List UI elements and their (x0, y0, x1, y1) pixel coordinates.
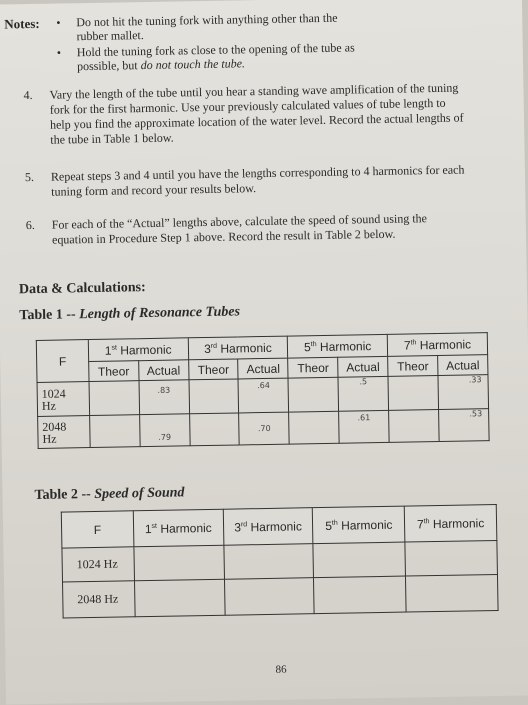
frequency-cell: 2048 Hz (38, 416, 90, 449)
theor-subheader: Theor (89, 361, 139, 382)
page-number: 86 (275, 663, 287, 676)
speed-cell (224, 544, 314, 580)
theor-cell (288, 377, 338, 412)
actual-subheader: Actual (238, 358, 288, 379)
theor-cell (89, 381, 139, 416)
harmonic-header: 5th Harmonic (313, 506, 405, 544)
theor-cell (388, 375, 438, 410)
emphasis-text: do not touch the tube. (140, 56, 246, 73)
actual-cell: .5 (338, 376, 388, 411)
harmonic-header: 3rd Harmonic (223, 508, 313, 546)
note-line: rubber mallet. (76, 28, 144, 44)
harmonic-header: 5th Harmonic (288, 334, 388, 358)
actual-subheader: Actual (338, 356, 388, 377)
note-item (77, 40, 377, 73)
step-line: equation in Procedure Step 1 above. Record the result in Table 2 below. (51, 226, 396, 247)
procedure-step (24, 162, 475, 199)
table1-title: Length of Resonance Tubes (79, 304, 241, 323)
actual-cell: .83 (139, 380, 189, 415)
frequency-header: F (61, 511, 133, 548)
actual-cell: .79 (139, 414, 189, 447)
table2-title: Speed of Sound (94, 485, 185, 502)
speed-cell (224, 578, 314, 616)
table-row (38, 409, 489, 449)
speed-cell (405, 540, 497, 576)
actual-cell: .53 (439, 409, 490, 442)
procedure-step (25, 210, 476, 247)
step-number: 4. (23, 88, 33, 103)
bullet-icon: • (56, 45, 62, 60)
theor-cell (189, 413, 239, 446)
theor-cell (389, 409, 439, 442)
actual-cell: .64 (238, 378, 288, 413)
frequency-cell: 1024 Hz (62, 547, 134, 582)
speed-cell (313, 542, 405, 578)
speed-of-sound-table (61, 504, 499, 619)
step-line: Repeat steps 3 and 4 until you have the lengths corresponding to 4 harmonics for each (50, 162, 465, 184)
resonance-length-table (36, 332, 490, 449)
table-row (63, 574, 499, 618)
step-line: Vary the length of the tube until you hear a standing wave amplification of the tuning (49, 80, 459, 102)
step-line: For each of the “Actual” lengths above, calculate the speed of sound using the (51, 211, 428, 232)
theor-subheader: Theor (388, 355, 438, 376)
notes-label: Notes: (4, 15, 40, 32)
table1-caption: Table 1 -- Length of Resonance Tubes (19, 304, 241, 324)
theor-cell (189, 379, 239, 414)
step-line: fork for the first harmonic. Use your previously calculated values of tube length to (49, 95, 446, 117)
theor-subheader: Theor (188, 359, 238, 380)
theor-cell (289, 411, 339, 444)
actual-cell: .33 (438, 375, 489, 410)
theor-cell (89, 415, 139, 448)
actual-cell: .61 (339, 410, 389, 443)
frequency-header: F (36, 340, 89, 383)
step-line: tuning form and record your results below. (51, 181, 257, 199)
frequency-cell: 1024 Hz (37, 382, 89, 417)
procedure-step (23, 80, 473, 147)
speed-cell (134, 579, 224, 617)
speed-cell (134, 545, 224, 581)
frequency-cell: 2048 Hz (63, 581, 135, 618)
note-item (76, 10, 376, 43)
step-number: 5. (24, 169, 35, 185)
actual-subheader: Actual (438, 355, 488, 376)
harmonic-header: 1st Harmonic (88, 338, 188, 362)
harmonic-header: 7th Harmonic (404, 504, 496, 542)
harmonic-header: 7th Harmonic (387, 333, 487, 357)
data-calculations-heading: Data & Calculations: (18, 280, 146, 298)
note-line: Do not hit the tuning fork with anything other than the (76, 10, 338, 30)
note-line: Hold the tuning fork as close to the opening of the tube as (76, 40, 355, 60)
step-number: 6. (25, 217, 35, 233)
harmonic-header: 1st Harmonic (133, 509, 223, 547)
table2-caption: Table 2 -- Speed of Sound (34, 485, 185, 504)
theor-subheader: Theor (288, 357, 338, 378)
step-line: help you find the approximate location of the water level. Record the actual lengths of (49, 110, 464, 132)
harmonic-header: 3rd Harmonic (188, 336, 288, 360)
actual-subheader: Actual (138, 360, 188, 381)
speed-cell (314, 576, 406, 614)
note-line: possible, but do not touch the tube. (76, 56, 246, 74)
speed-cell (406, 574, 498, 612)
actual-cell: .70 (239, 412, 289, 445)
step-line: the tube in Table 1 below. (50, 130, 174, 147)
bullet-icon: • (56, 15, 61, 30)
